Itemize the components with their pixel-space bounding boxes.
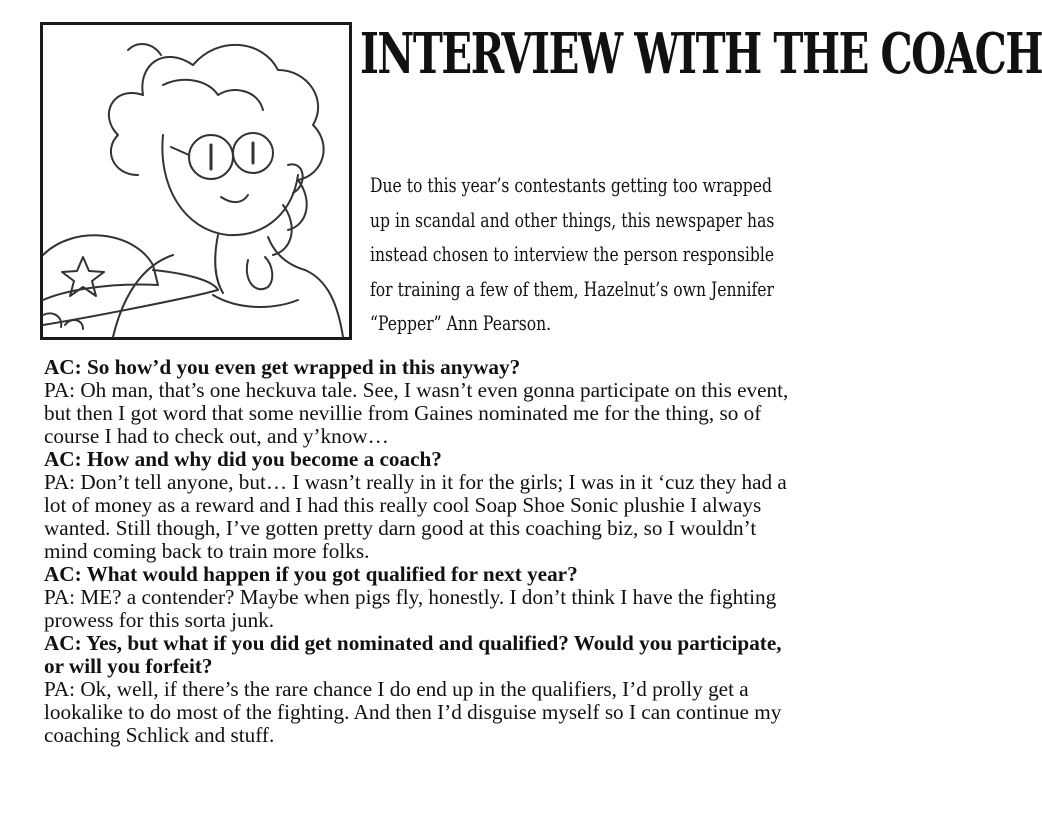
coach-sketch bbox=[43, 25, 349, 337]
answer: PA: Oh man, that’s one heckuva tale. See, I wasn’t even gonna participate on this event, but then I got word that some nevillie from Gaines nominated me for the thing, so of course I had to check out, and y’know… bbox=[44, 378, 789, 448]
question: AC: So how’d you even get wrapped in this anyway? bbox=[44, 355, 521, 379]
star-icon bbox=[62, 257, 104, 296]
intro-paragraph: Due to this year’s contestants getting too wrapped up in scandal and other things, this newspaper has instead chosen to interview the person responsible for training a few of them, Hazelnut’s own Jennifer “Pepper” Ann Pearson. bbox=[370, 173, 775, 335]
coach-illustration bbox=[40, 22, 352, 340]
headline: INTERVIEW WITH THE COACH bbox=[360, 21, 1042, 87]
question: AC: How and why did you become a coach? bbox=[44, 447, 442, 471]
question: AC: What would happen if you got qualified for next year? bbox=[44, 562, 578, 586]
answer: PA: Don’t tell anyone, but… I wasn’t really in it for the girls; I was in it ‘cuz they had a lot of money as a reward and I had this really cool Soap Shoe Sonic plushie I always wanted. Still though, I’ve gotten pretty darn good at this coaching biz, so I wouldn’t mind coming back to train more folks. bbox=[44, 470, 787, 563]
question: AC: Yes, but what if you did get nominated and qualified? Would you participate, or will you forfeit? bbox=[44, 631, 782, 678]
answer: PA: Ok, well, if there’s the rare chance I do end up in the qualifiers, I’d prolly get a lookalike to do most of the fighting. And then I’d disguise myself so I can continue my coaching Schlick and stuff. bbox=[44, 677, 782, 747]
interview-body bbox=[44, 356, 800, 747]
answer: PA: ME? a contender? Maybe when pigs fly, honestly. I don’t think I have the fighting prowess for this sorta junk. bbox=[44, 585, 777, 632]
